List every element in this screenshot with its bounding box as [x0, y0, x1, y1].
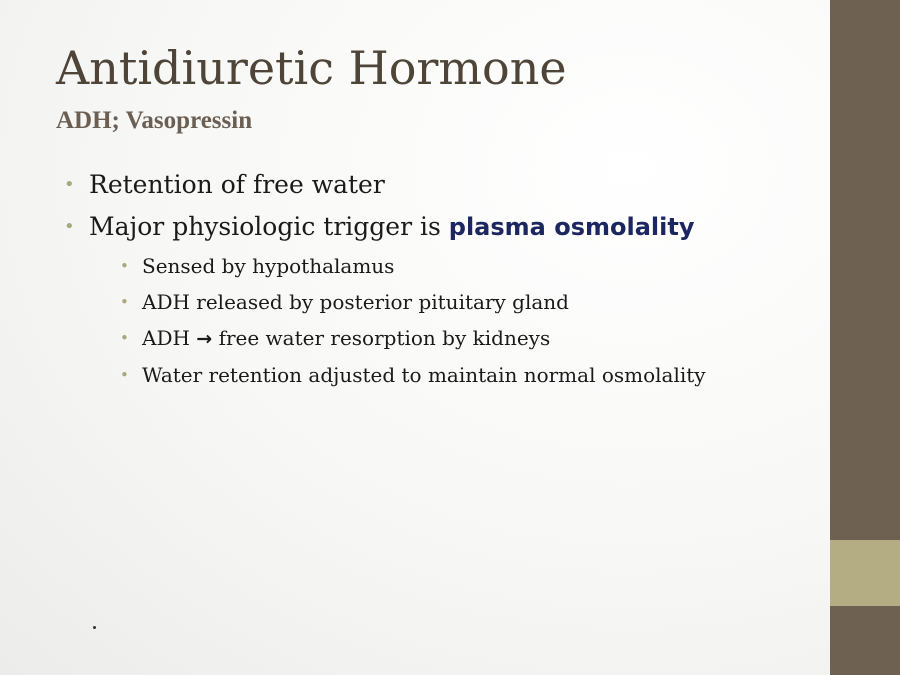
bullet-text: Major physiologic trigger is	[89, 212, 449, 241]
sidebar-accent-block	[830, 540, 900, 606]
stray-dot	[93, 626, 96, 629]
sub-bullet-text: ADH released by posterior pituitary gland	[142, 290, 569, 314]
sub-bullet-dot-icon: •	[120, 293, 129, 311]
slide-subtitle: ADH; Vasopressin	[56, 107, 253, 134]
sub-bullet-text: ADH	[142, 326, 190, 350]
bullet-dot-icon: •	[64, 216, 75, 237]
sub-bullet-list	[89, 248, 824, 393]
bullet-text: Retention of free water	[89, 170, 385, 199]
sub-bullet-text: free water resorption by kidneys	[218, 326, 551, 350]
sub-bullet-dot-icon: •	[120, 366, 129, 384]
bullet-item	[64, 206, 824, 393]
slide-title: Antidiuretic Hormone	[56, 41, 567, 95]
sub-bullet-item	[89, 357, 824, 393]
bullet-item	[64, 164, 824, 206]
sub-bullet-dot-icon: •	[120, 257, 129, 275]
sub-bullet-item	[89, 248, 824, 284]
sub-bullet-item	[89, 320, 824, 357]
bullet-list	[64, 164, 824, 393]
sub-bullet-dot-icon: •	[120, 329, 129, 347]
sub-bullet-item	[89, 284, 824, 320]
sub-bullet-text: Sensed by hypothalamus	[142, 254, 395, 278]
bullet-dot-icon: •	[64, 174, 75, 195]
bullet-emphasis: plasma osmolality	[448, 213, 695, 241]
arrow-right-icon: →	[196, 328, 213, 350]
sub-bullet-text: Water retention adjusted to maintain normal osmolality	[142, 363, 706, 387]
